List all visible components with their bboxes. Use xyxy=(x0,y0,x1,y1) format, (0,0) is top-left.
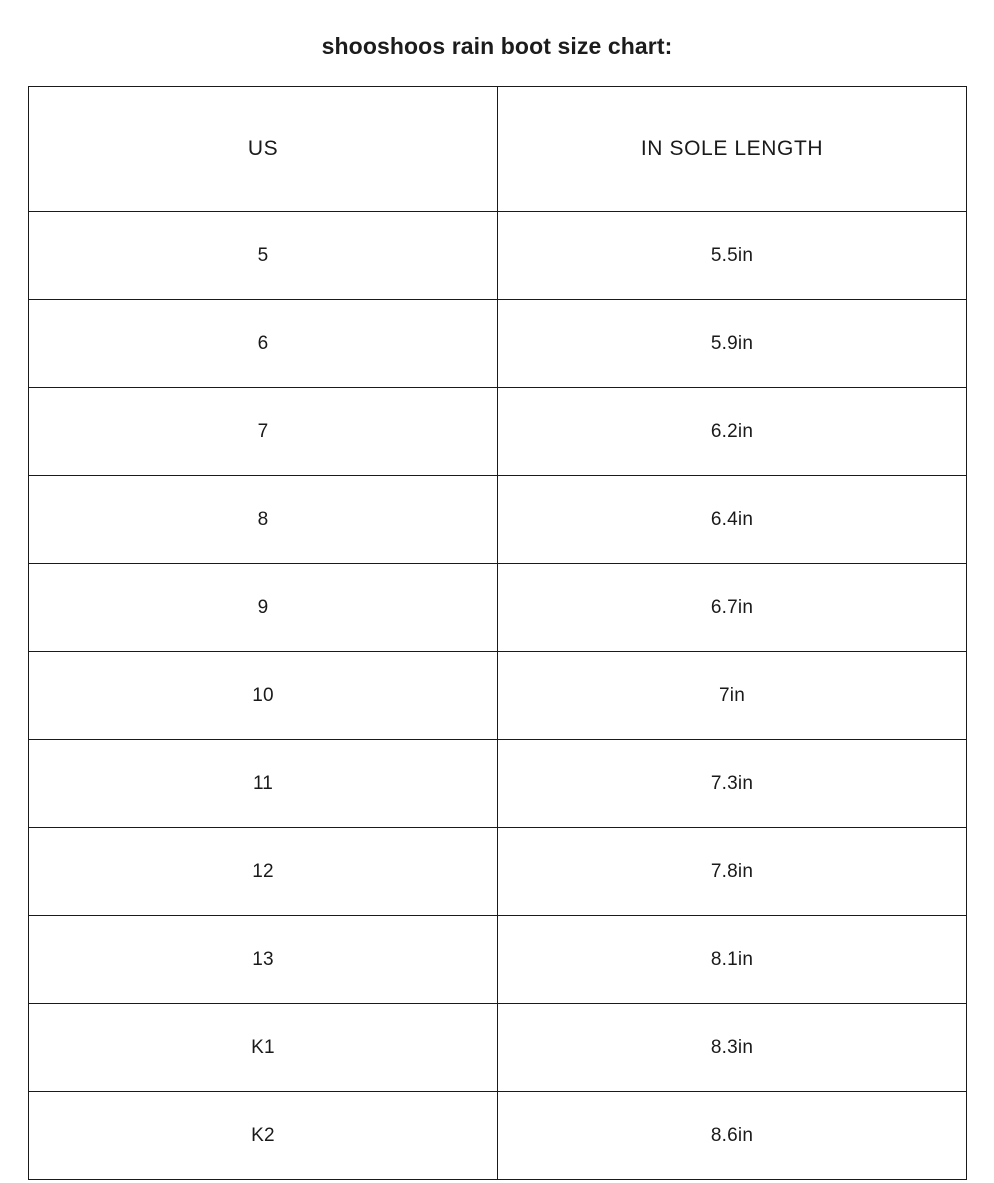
page-title: shooshoos rain boot size chart: xyxy=(321,33,673,59)
cell-sole-length: 6.4in xyxy=(498,476,967,564)
cell-us-size: 12 xyxy=(29,828,498,916)
cell-sole-length: 6.7in xyxy=(498,564,967,652)
cell-sole-length: 8.1in xyxy=(498,916,967,1004)
table-row xyxy=(29,652,967,740)
cell-sole-length: 5.5in xyxy=(498,212,967,300)
cell-us-size: 9 xyxy=(29,564,498,652)
cell-us-size: 8 xyxy=(29,476,498,564)
table-row xyxy=(29,476,967,564)
cell-us-size: 5 xyxy=(29,212,498,300)
cell-us-size: 13 xyxy=(29,916,498,1004)
table-row xyxy=(29,564,967,652)
table-header xyxy=(29,87,967,212)
cell-us-size: K1 xyxy=(29,1004,498,1092)
table-row xyxy=(29,300,967,388)
cell-sole-length: 8.3in xyxy=(498,1004,967,1092)
table-body xyxy=(29,212,967,1180)
table-row xyxy=(29,1004,967,1092)
cell-sole-length: 7in xyxy=(498,652,967,740)
table-row xyxy=(29,212,967,300)
cell-us-size: 7 xyxy=(29,388,498,476)
table-row xyxy=(29,388,967,476)
cell-us-size: 10 xyxy=(29,652,498,740)
column-header-in-sole-length: IN SOLE LENGTH xyxy=(498,87,967,212)
cell-sole-length: 5.9in xyxy=(498,300,967,388)
table-row xyxy=(29,1092,967,1180)
cell-sole-length: 8.6in xyxy=(498,1092,967,1180)
cell-us-size: 6 xyxy=(29,300,498,388)
cell-us-size: 11 xyxy=(29,740,498,828)
size-chart-table-wrapper xyxy=(28,86,966,1180)
table-row xyxy=(29,740,967,828)
table-header-row xyxy=(29,87,967,212)
size-chart-table xyxy=(28,86,967,1180)
table-row xyxy=(29,828,967,916)
cell-sole-length: 7.3in xyxy=(498,740,967,828)
table-row xyxy=(29,916,967,1004)
cell-us-size: K2 xyxy=(29,1092,498,1180)
cell-sole-length: 7.8in xyxy=(498,828,967,916)
cell-sole-length: 6.2in xyxy=(498,388,967,476)
column-header-us: US xyxy=(29,87,498,212)
